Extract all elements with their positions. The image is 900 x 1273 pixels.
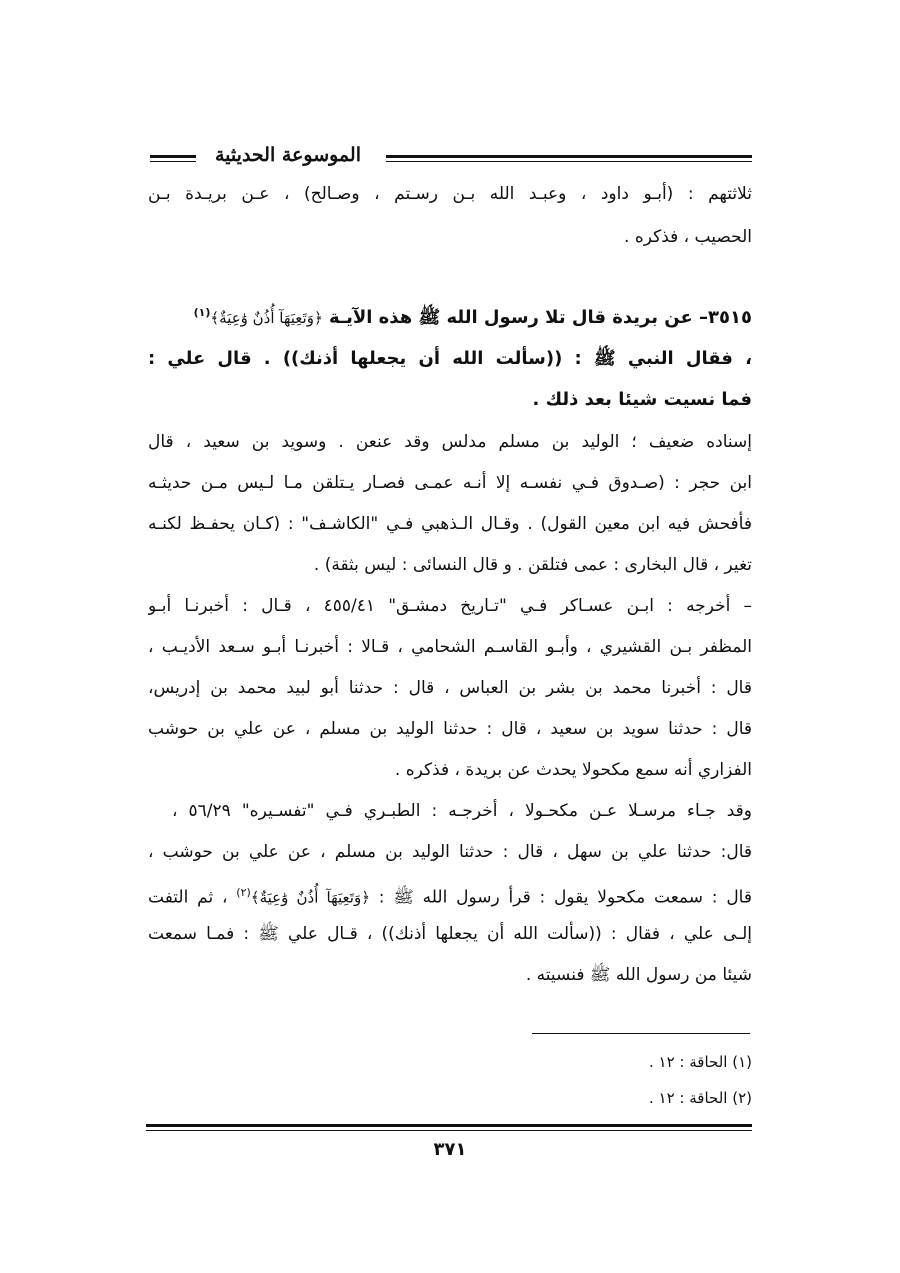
page-number: ٣٧١: [433, 1139, 467, 1160]
header-rule-left-thin: [150, 161, 196, 162]
isnad-line: ابن حجر : (صـدوق فـي نفسـه إلا أنـه عمـى فصـار يـتلقن مـا لـيس مـن حديثـه: [148, 473, 752, 493]
takhrij-line: الفزاري أنه سمع مكحولا يحدث عن بريدة ، فذكره .: [394, 760, 752, 780]
body-line: الحصيب ، فذكره .: [624, 227, 752, 247]
body-line: ثلاثتهم : (أبـو داود ، وعبـد الله بـن رسـتم ، وصـالح) ، عـن بريـدة بـن: [148, 184, 752, 204]
hadith-line-1: [148, 299, 752, 332]
isnad-line: تغير ، قال البخارى : عمى فتلقن . و قال النسائى : ليس بثقة) .: [313, 555, 752, 575]
header-rule-right-thin: [386, 161, 752, 162]
bottom-rule: [146, 1124, 752, 1127]
takhrij-line: قال : حدثنا سويد بن سعيد ، قال : حدثنا الوليد بن مسلم ، عن علي بن حوشب: [148, 719, 752, 739]
hadith-text: ٣٥١٥– عن بريدة قال تلا رسول الله ﷺ هذه الآيـة: [322, 307, 752, 328]
footnote-ref: (٢): [236, 886, 251, 899]
bottom-rule-thin: [146, 1130, 752, 1131]
footnote-separator: [532, 1033, 750, 1034]
mursal-line: وقد جـاء مرسـلا عـن مكحـولا ، أخرجـه : الطبـري فـي "تفسـيره" ٥٦/٢٩ ،: [172, 801, 752, 821]
footnote: (٢) الحاقة : ١٢ .: [648, 1089, 752, 1107]
header-title: الموسوعة الحديثية: [215, 144, 361, 166]
mursal-line: قال: حدثنا علي بن سهل ، قال : حدثنا الوليد بن مسلم ، عن علي بن حوشب ،: [148, 842, 752, 862]
quran-verse: ﴿وَتَعِيَهَآ أُذُنٌ وَٰعِيَةٌ﴾: [250, 888, 370, 907]
mursal-line: إلـى علي ، فقال : ((سألت الله أن يجعلها أذنك)) ، قـال علي ﷺ : فمـا سمعت: [148, 924, 752, 944]
takhrij-line: قال : أخبرنا محمد بن بشر بن العباس ، قال : حدثنا أبو لبيد محمد بن إدريس،: [148, 678, 752, 698]
header-rule-right: [386, 155, 752, 158]
mursal-line-3: [148, 879, 752, 912]
footnote: (١) الحاقة : ١٢ .: [648, 1053, 752, 1071]
mursal-text: ، ثم التفت: [148, 887, 237, 908]
takhrij-line: – أخرجه : ابـن عسـاكر فـي "تـاريخ دمشـق" ٤٥٥/٤١ ، قـال : أخبرنـا أبـو: [148, 596, 752, 616]
mursal-text: قال : سمعت مكحولا يقول : قرأ رسول الله ﷺ :: [369, 887, 752, 908]
header-rule-left: [150, 155, 196, 158]
footnote-ref: (١): [193, 306, 211, 319]
isnad-line: إسناده ضعيف ؛ الوليد بن مسلم مدلس وقد عنعن . وسويد بن سعيد ، قال: [148, 432, 752, 452]
mursal-line: شيئا من رسول الله ﷺ فنسيته .: [525, 965, 752, 985]
hadith-line-3: فما نسيت شيئا بعد ذلك .: [532, 389, 752, 410]
hadith-line-2: ، فقال النبي ﷺ : ((سألت الله أن يجعلها أذنك)) . قال علي :: [148, 348, 752, 369]
isnad-line: فأفحش فيه ابن معين القول) . وقـال الـذهبي فـي "الكاشـف" : (كـان يحفـظ لكنـه: [148, 514, 752, 534]
quran-verse: ﴿وَتَعِيَهَآ أُذُنٌ وَٰعِيَةٌ﴾: [210, 309, 323, 327]
takhrij-line: المظفر بـن القشيري ، وأبـو القاسـم الشحامي ، قـالا : أخبرنـا أبـو سـعد الأديـب ،: [148, 637, 752, 657]
